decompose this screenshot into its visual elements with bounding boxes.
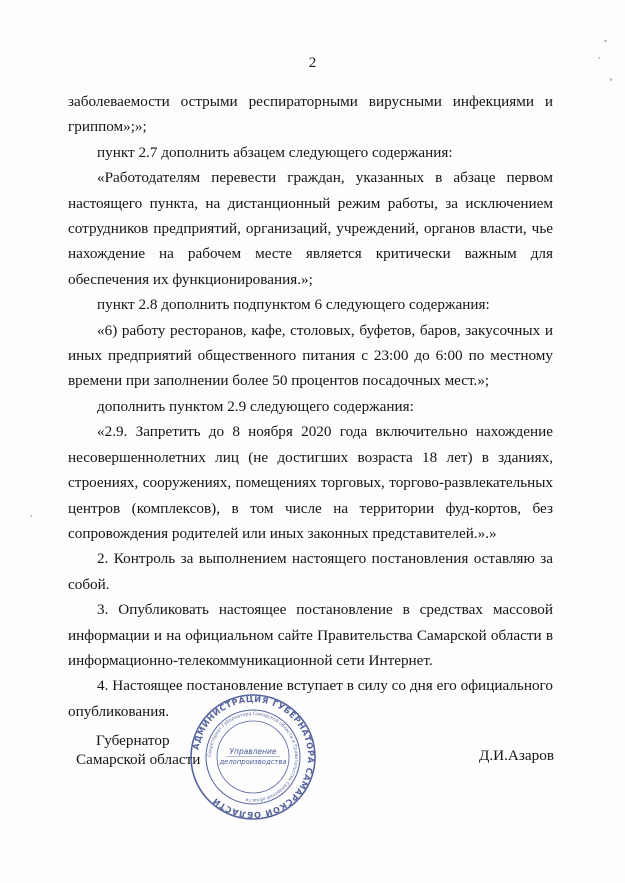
signatory-title-line2: Самарской области — [76, 751, 201, 768]
paragraph-effective-date: 4. Настоящее постановление вступает в силу со дня его официального опубликования. — [68, 677, 553, 720]
paragraph-amend-2-7: пункт 2.7 дополнить абзацем следующего содержания: — [97, 143, 453, 161]
seal-center-line2: делопроизводства — [219, 758, 287, 766]
scan-speck — [30, 515, 32, 517]
seal-inner-text: Секретариат Губернатора Самарской области и Правительства Самарской области — [207, 711, 299, 803]
official-seal — [188, 692, 318, 822]
paragraph-restaurants-restriction: «6) работу ресторанов, кафе, столовых, буфетов, баров, закусочных и иных предприятий общественного питания с 23:00 до 6:00 по местному времени при заполнении более 50 процентов посадочных мест.»; — [68, 321, 553, 390]
signatory-name: Д.И.Азаров — [479, 747, 554, 764]
scan-speck — [610, 78, 612, 81]
signatory-title-line1: Губернатор — [96, 732, 170, 749]
paragraph-add-2-9: дополнить пунктом 2.9 следующего содержания: — [97, 397, 414, 415]
paragraph-publish: 3. Опубликовать настоящее постановление в средствах массовой информации и на официальном сайте Правительства Самарской области в информационно-телекоммуникационной сети Интернет. — [68, 601, 553, 669]
seal-outer-text: АДМИНИСТРАЦИЯ ГУБЕРНАТОРА САМАРСКОЙ ОБЛАСТИ — [190, 693, 317, 821]
page-number: 2 — [308, 55, 317, 71]
paragraph-employers-remote-work: «Работодателям перевести граждан, указанных в абзаце первом настоящего пункта, на дистанционный режим работы, за исключением сотрудников предприятий, организаций, учреждений, органов власти, чье нахождение на рабочем месте является критически важным для обеспечения их функционирования.»; — [68, 169, 553, 288]
document-body — [68, 89, 553, 724]
seal-center-line1: Управление — [229, 747, 277, 756]
scan-speck — [598, 57, 600, 59]
scan-speck — [604, 40, 607, 42]
paragraph-amend-2-8: пункт 2.8 дополнить подпунктом 6 следующего содержания: — [97, 296, 490, 314]
paragraph-minors-ban: «2.9. Запретить до 8 ноября 2020 года включительно нахождение несовершеннолетних лиц (не достигших возраста 18 лет) в зданиях, строениях, сооружениях, помещениях торговых, торгово-развлекательных центров (комплексов), в том числе на территории фуд-кортов, без сопровождения родителей или иных законных представителей.».» — [68, 423, 553, 542]
paragraph-continuation: заболеваемости острыми респираторными вирусными инфекциями и гриппом»;»; — [68, 93, 553, 136]
paragraph-control: 2. Контроль за выполнением настоящего постановления оставляю за собой. — [68, 550, 553, 593]
